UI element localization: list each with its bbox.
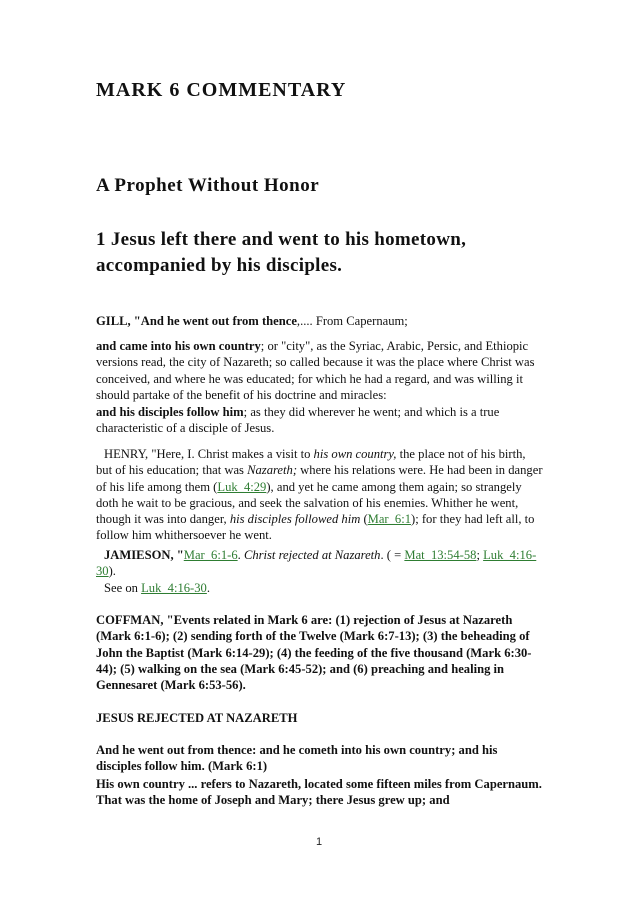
jamieson-label: JAMIESON, " [104, 548, 184, 562]
gill-quote: and his disciples follow him [96, 405, 244, 419]
henry-text: ), and yet he came among them again; so strangely doth he wait to be gracious, and seek the salvation of his enemies. Whither he went, though it was into danger, [96, 479, 522, 527]
page-title: MARK 6 COMMENTARY [96, 79, 347, 101]
henry-text: ); for they had left all, to follow him whithersoever he went. [96, 512, 535, 543]
henry-text: ( [360, 512, 368, 527]
gill-paragraph-2 [96, 338, 544, 403]
henry-text: HENRY, "Here, I. Christ makes a visit to [104, 447, 314, 461]
subheading: JESUS REJECTED AT NAZARETH [96, 711, 298, 725]
see-on-text: See on [104, 580, 142, 595]
link-luk-4-29[interactable]: Luk_4:29 [217, 479, 267, 494]
link-mat-13-54-58[interactable]: Mat_13:54-58 [404, 548, 477, 562]
gill-text: ; as they did wherever he went; and which is a true characteristic of a disciple of Jesus. [96, 405, 500, 436]
henry-paragraph [96, 446, 544, 544]
closing-paragraph: His own country ... refers to Nazareth, located some fifteen miles from Capernaum. That was the home of Joseph and Mary; there Jesus grew up; and [96, 777, 542, 808]
henry-italic: his disciples followed him [229, 512, 361, 527]
link-mar-6-1-6[interactable]: Mar_6:1-6 [183, 548, 238, 562]
coffman-paragraph: COFFMAN, "Events related in Mark 6 are: (1) rejection of Jesus at Nazareth (Mark 6:1-6); (2) sending forth of the Twelve (Mark 6:7-13); (3) the beheading of John the Baptist (Mark 6:14-29); (4) the feeding of the five thousand (Mark 6:30-44); (5) walking on the sea (Mark 6:45-52); and (6) preaching and healing in Gennesaret (Mark 6:53-56). [96, 613, 532, 693]
link-mar-6-1[interactable]: Mar_6:1 [367, 512, 412, 527]
gill-paragraph-1 [96, 313, 544, 329]
link-see-luk-4-16-30[interactable]: Luk_4:16-30 [141, 580, 207, 595]
verse-heading: 1 Jesus left there and went to his hometown, accompanied by his disciples. [96, 229, 467, 276]
gill-quote: and came into his own country [96, 339, 261, 353]
gill-text: ,.... From Capernaum; [296, 314, 408, 328]
gill-quote: GILL, "And he went out from thence [96, 314, 297, 328]
henry-text: where his relations were. He had been in danger of his life among them ( [96, 463, 543, 494]
henry-italic: his own country, [313, 447, 397, 461]
section-heading: A Prophet Without Honor [96, 175, 320, 196]
link-luk-4-16-30[interactable]: Luk_4:16-30 [96, 548, 537, 579]
henry-italic: Nazareth; [247, 463, 298, 478]
page-number: 1 [315, 836, 323, 848]
gill-paragraph-3 [96, 404, 544, 437]
gill-text: ; or "city", as the Syriac, Arabic, Persic, and Ethiopic versions read, the city of Nazareth; so called because it was the place where Christ was conceived, and where he was educated; for which he had a regard, and was willing it should partake of the benefit of his doctrine and miracles: [96, 339, 535, 402]
jamieson-italic: Christ rejected at Nazareth [243, 548, 381, 562]
henry-text: the place not of his birth, but of his education; that was [96, 447, 526, 478]
verse-quote: And he went out from thence: and he cometh into his own country; and his disciples follow him. (Mark 6:1) [96, 743, 498, 774]
jamieson-paragraph: JAMIESON, "Mar_6:1-6. Christ rejected at Nazareth. ( = Mat_13:54-58; Luk_4:16-30). See on Luk_4:16-30. [96, 548, 537, 595]
